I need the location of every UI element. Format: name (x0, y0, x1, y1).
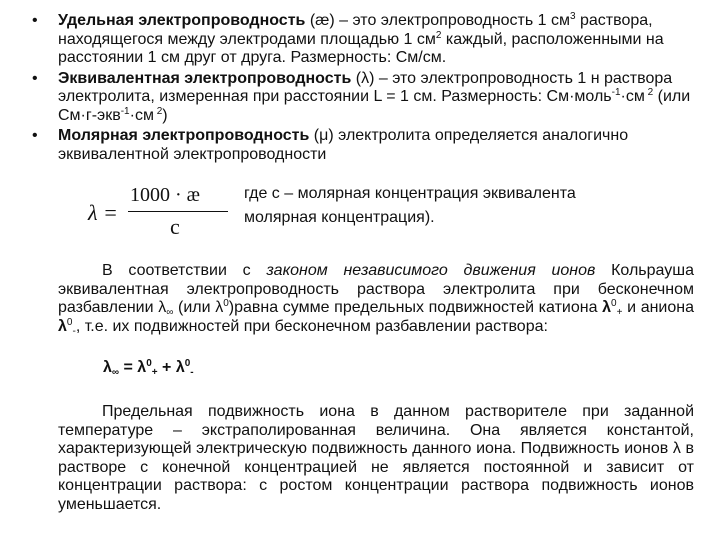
para-text: (или λ (173, 299, 224, 316)
superscript: -1 (120, 105, 130, 117)
definition-text: (или См·г-экв (58, 88, 691, 124)
list-item-specific-conductivity (30, 12, 698, 68)
para-text: )равна сумме предельных подвижностей катиона (228, 299, 603, 316)
definition-text: ) (162, 106, 168, 124)
eq-symbol: λ (103, 359, 112, 376)
subscript: - (190, 367, 194, 378)
superscript: 3 (570, 11, 576, 22)
definition-text: ·см (620, 88, 645, 105)
subscript: ∞ (111, 367, 120, 378)
bullet-marker: • (32, 69, 38, 87)
term-equivalent-conductivity: Эквивалентная электропроводность (58, 69, 352, 87)
lambda-symbol: λ (602, 299, 612, 316)
list-item-equivalent-conductivity (30, 70, 698, 126)
conductivity-formula (88, 182, 228, 244)
definition-text: ·см (129, 106, 154, 124)
lambda-symbol: λ (58, 317, 67, 335)
formula-lhs: λ = (88, 200, 118, 225)
eq-symbol: = λ (119, 359, 147, 376)
bullet-marker: • (32, 12, 38, 29)
list-item-molar-conductivity (30, 127, 698, 164)
superscript: 0 (184, 358, 191, 369)
subscript: + (616, 307, 623, 318)
definition-text: (λ) – это электропроводность 1 н раствора электролита, измеренная при расстоянии L = 1 см. Размерность: См·моль (58, 69, 673, 105)
superscript: 2 (153, 105, 163, 117)
superscript: 0 (223, 298, 229, 309)
subscript: ∞ (166, 307, 174, 318)
kohlrausch-equation (103, 359, 194, 378)
eq-symbol: + λ (157, 359, 185, 376)
bullet-marker: • (32, 127, 38, 144)
definition-text: раствора, находящегося между электродами площадью 1 см (58, 12, 653, 48)
para-text: , т.е. их подвижностей при бесконечном разбавлении раствора: (75, 317, 548, 335)
kohlrausch-paragraph (58, 262, 694, 336)
superscript: -1 (611, 87, 621, 98)
subscript: - (72, 325, 76, 337)
definition-text: (æ) – это электропроводность 1 см (305, 12, 570, 29)
superscript: 2 (435, 29, 442, 41)
definition-text: (μ) электролита определяется аналогично эквивалентной электропроводности (58, 127, 629, 163)
definitions-list (30, 12, 698, 166)
subscript: + (151, 367, 158, 378)
term-molar-conductivity: Молярная электропроводность (58, 127, 310, 144)
fraction-bar (128, 211, 228, 212)
law-name: законом независимого движения ионов (266, 262, 596, 279)
formula-explanation (244, 185, 704, 227)
definition-text: каждый, расположенными на расстоянии 1 см друг от друга. Размерность: См/см. (58, 30, 664, 66)
para-text: Кольрауша эквивалентная электропроводность раствора электролита при бесконечном разбавлении λ (58, 262, 694, 316)
explanation-line: где с – молярная концентрация эквивалента (244, 185, 576, 202)
term-specific-conductivity: Удельная электропроводность (58, 12, 306, 29)
superscript: 0 (611, 298, 617, 309)
superscript: 0 (146, 358, 152, 369)
para-text: В соответствии с (102, 262, 267, 279)
formula-denominator: c (170, 214, 180, 239)
mobility-paragraph: Предельная подвижность иона в данном растворителе при заданной температуре – экстраполированная величина. Она является константой, характеризующей электрическую подвижность данного иона. Подвижность ионов λ в растворе с конечной концентрацией не является постоянной и зависит от концентрации раствора: с ростом концентрации раствора подвижность ионов уменьшается. (58, 403, 694, 513)
superscript: 0 (66, 316, 73, 328)
para-text: и аниона (622, 299, 695, 316)
superscript: 2 (644, 87, 654, 98)
explanation-line: молярная концентрация). (244, 208, 435, 226)
formula-numerator: 1000 · æ (130, 184, 200, 206)
